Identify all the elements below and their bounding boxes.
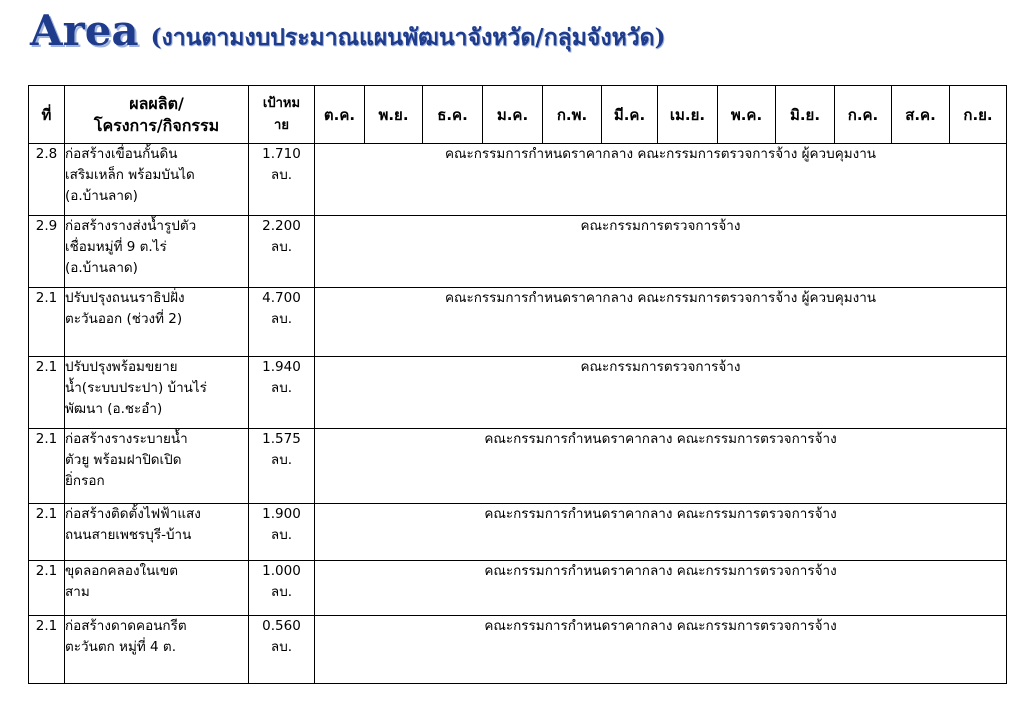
target-line: ลบ. [270,167,293,183]
product-line: ก่อสร้างรางส่งน้ำรูปตัว [65,218,197,234]
product-line: ก่อสร้างดาดคอนกรีต [65,618,187,634]
target-line: 4.700 [262,290,301,306]
row-number: 2.1 [29,561,65,616]
product-line: เชื่อมหมู่ที่ 9 ต.ไร่ [65,239,167,255]
row-committees: คณะกรรมการตรวจการจ้าง [315,357,1007,429]
target-line: 1.900 [262,506,301,522]
header-month: ม.ค. [483,86,543,144]
header-month: ก.ย. [950,86,1007,144]
product-line: (อ.บ้านลาด) [65,260,138,276]
row-committees: คณะกรรมการกำหนดราคากลาง คณะกรรมการตรวจการจ้าง ผู้ควบคุมงาน [315,144,1007,216]
row-target [249,616,315,684]
header-month: พ.ค. [718,86,776,144]
header-month: ก.ค. [835,86,892,144]
target-line: ลบ. [270,452,293,468]
row-committees: คณะกรรมการกำหนดราคากลาง คณะกรรมการตรวจการจ้าง [315,561,1007,616]
target-line: 1.000 [262,563,301,579]
target-line: 2.200 [262,218,301,234]
row-target [249,216,315,288]
target-line: 1.940 [262,359,301,375]
product-line: ตะวันออก (ช่วงที่ 2) [65,311,183,327]
product-line: เสริมเหล็ก พร้อมบันได [65,167,195,183]
target-line: ลบ. [270,311,293,327]
target-line: ลบ. [270,639,293,655]
header-product-line: โครงการ/กิจกรรม [93,115,220,135]
table-row [29,216,1007,288]
product-line: ถนนสายเพชรบุรี-บ้าน [65,527,192,543]
table-row [29,288,1007,357]
table-body [29,144,1007,684]
title-main: Area [30,6,139,55]
table-row [29,504,1007,561]
row-product [65,216,249,288]
row-target [249,429,315,504]
project-plan-table [28,85,1007,684]
header-month: มี.ค. [602,86,658,144]
product-line: ก่อสร้างเขื่อนกั้นดิน [65,146,178,162]
row-target [249,144,315,216]
header-month: เม.ย. [658,86,718,144]
product-line: ปรับปรุงพร้อมขยาย [65,359,178,375]
row-product [65,504,249,561]
row-target [249,288,315,357]
row-number: 2.1 [29,616,65,684]
product-line: ก่อสร้างติดตั้งไฟฟ้าแสง [65,506,201,522]
row-product [65,144,249,216]
header-no: ที่ [29,86,65,144]
row-committees: คณะกรรมการกำหนดราคากลาง คณะกรรมการตรวจการจ้าง [315,504,1007,561]
product-line: สาม [65,584,90,600]
header-target-line: เป้าหม [262,95,301,111]
product-line: พัฒนา (อ.ชะอำ) [65,401,163,417]
table-row [29,144,1007,216]
product-line: น้ำ(ระบบประปา) บ้านไร่ [65,380,207,396]
table-row [29,357,1007,429]
row-number: 2.1 [29,357,65,429]
row-product [65,561,249,616]
product-line: ขุดลอกคลองในเขต [65,563,178,579]
header-month: ต.ค. [315,86,365,144]
row-number: 2.1 [29,504,65,561]
header-month: พ.ย. [365,86,423,144]
title-subtitle: (งานตามงบประมาณแผนพัฒนาจังหวัด/กลุ่มจังหวัด) [150,24,666,51]
row-number: 2.8 [29,144,65,216]
product-line: (อ.บ้านลาด) [65,188,138,204]
table-header [29,86,1007,144]
row-committees: คณะกรรมการตรวจการจ้าง [315,216,1007,288]
product-line: ยิ่กรอก [65,473,105,489]
row-target [249,357,315,429]
row-product [65,288,249,357]
row-product [65,429,249,504]
header-target-line: าย [274,117,289,133]
target-line: 1.710 [262,146,301,162]
page-title [30,6,665,64]
row-target [249,561,315,616]
table-row [29,561,1007,616]
row-product [65,616,249,684]
header-row [29,86,1007,144]
header-month: ส.ค. [892,86,950,144]
product-line: ก่อสร้างรางระบายน้ำ [65,431,188,447]
row-committees: คณะกรรมการกำหนดราคากลาง คณะกรรมการตรวจการจ้าง [315,429,1007,504]
row-number: 2.9 [29,216,65,288]
row-product [65,357,249,429]
row-committees: คณะกรรมการกำหนดราคากลาง คณะกรรมการตรวจการจ้าง [315,616,1007,684]
product-line: ปรับปรุงถนนราธิปฝั่ง [65,290,185,306]
table-row [29,616,1007,684]
product-line: ตะวันตก หมู่ที่ 4 ต. [65,639,176,655]
target-line: ลบ. [270,380,293,396]
row-target [249,504,315,561]
row-number: 2.1 [29,288,65,357]
row-number: 2.1 [29,429,65,504]
header-month: มิ.ย. [776,86,835,144]
target-line: ลบ. [270,239,293,255]
target-line: 0.560 [262,618,301,634]
target-line: ลบ. [270,527,293,543]
header-product-line: ผลผลิต/ [129,93,184,113]
header-month: ก.พ. [543,86,602,144]
target-line: ลบ. [270,584,293,600]
header-month: ธ.ค. [423,86,483,144]
product-line: ตัวยู พร้อมฝาปิดเปิด [65,452,182,468]
table-row [29,429,1007,504]
header-target [249,86,315,144]
header-product [65,86,249,144]
target-line: 1.575 [262,431,301,447]
row-committees: คณะกรรมการกำหนดราคากลาง คณะกรรมการตรวจการจ้าง ผู้ควบคุมงาน [315,288,1007,357]
